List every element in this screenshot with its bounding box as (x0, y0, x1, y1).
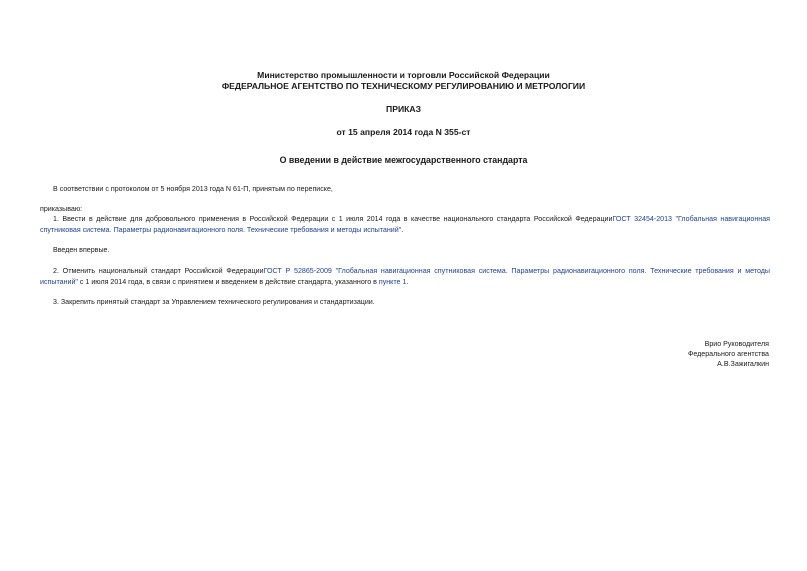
signatory-name: А.В.Зажигалкин (717, 360, 769, 368)
item-1-link[interactable]: пункте 1 (378, 277, 407, 286)
gost-32454-link[interactable]: ГОСТ 32454-2013 "Глобальная навигационная спутниковая система. Параметры радионавигационного поля. Технические требования и методы испытаний" (40, 215, 770, 234)
paragraph-1-end: . (401, 225, 404, 234)
signatory-position: Врио Руководителя (704, 340, 769, 348)
agency-title: ФЕДЕРАЛЬНОЕ АГЕНТСТВО ПО ТЕХНИЧЕСКОМУ РЕГУЛИРОВАНИЮ И МЕТРОЛОГИИ (221, 81, 586, 91)
paragraph-2-text: 2. Отменить национальный стандарт Российской Федерации (53, 267, 264, 275)
paragraph-1-text: 1. Ввести в действие для добровольного применения в Российской Федерации с 1 июля 2014 года в качестве национального стандарта Российской Федерации (53, 215, 613, 223)
document-subject: О введении в действие межгосударственного стандарта (279, 155, 528, 165)
ministry-title: Министерство промышленности и торговли Российской Федерации (257, 70, 550, 80)
document-date-number: от 15 апреля 2014 года N 355-ст (336, 127, 471, 137)
paragraph-2-mid: с 1 июля 2014 года, в связи с принятием и введением в действие стандарта, указанного в (77, 277, 379, 286)
paragraph-1 (40, 214, 770, 235)
paragraph-2-end: . (406, 277, 409, 286)
gost-r-52865-link[interactable]: ГОСТ Р 52865-2009 "Глобальная навигационная спутниковая система. Параметры радионавигационного поля. Технические требования и методы испытаний" (40, 267, 770, 286)
signatory-organization: Федерального агентства (687, 350, 769, 358)
document-type: ПРИКАЗ (386, 104, 421, 114)
paragraph-2 (40, 266, 770, 287)
intro-paragraph: В соответствии с протоколом от 5 ноября 2013 года N 61-П, принятым по переписке, (53, 185, 333, 193)
order-word: приказываю: (40, 205, 83, 213)
first-introduced-note: Введен впервые. (53, 246, 110, 254)
paragraph-3: 3. Закрепить принятый стандарт за Управлением технического регулирования и стандартизации. (53, 298, 375, 306)
